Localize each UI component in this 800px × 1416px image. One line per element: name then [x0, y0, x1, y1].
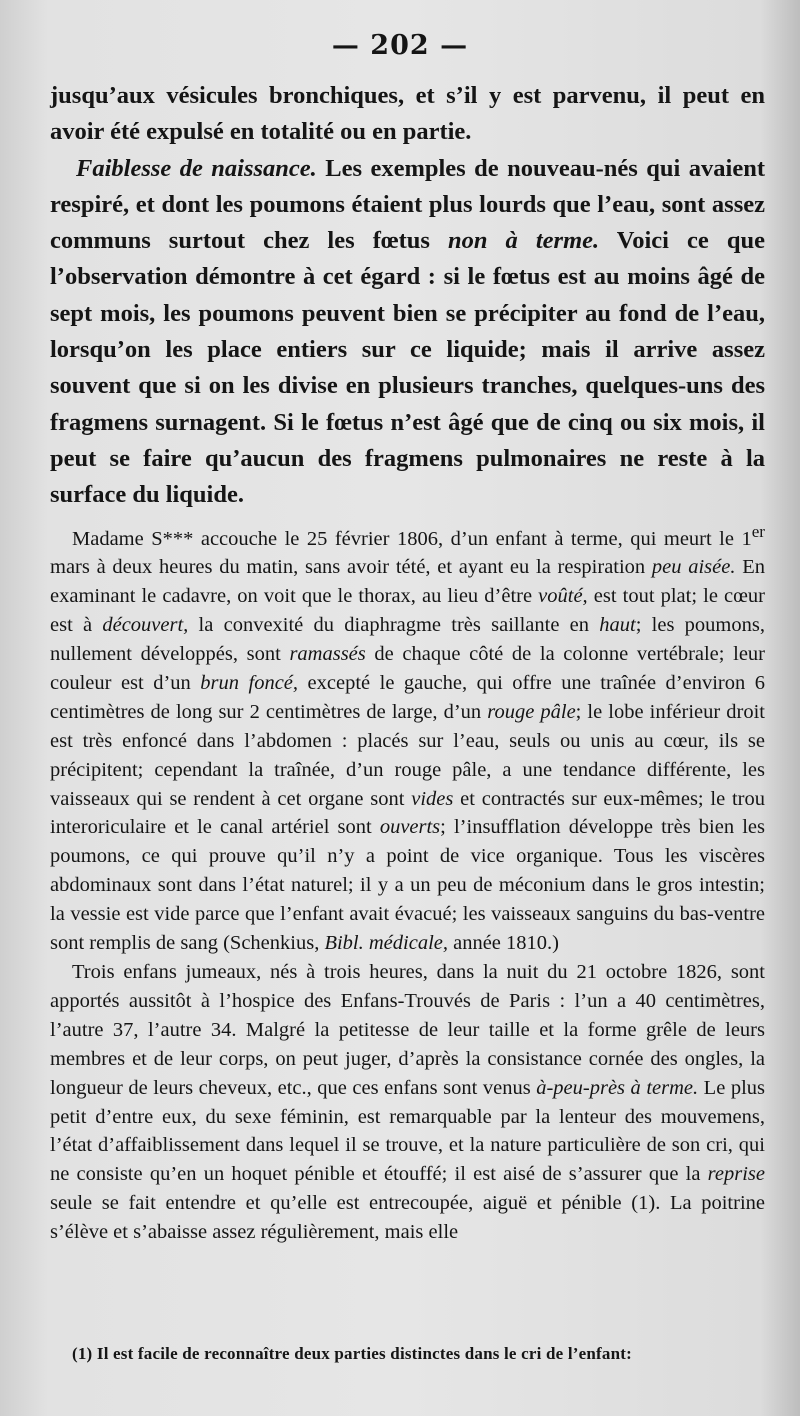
- page-body: [50, 78, 765, 1247]
- paragraph-case-madame: Madame S*** accouche le 25 février 1806, d’un enfant à terme, qui meurt le 1er mars à deux heures du matin, sans avoir tété, et ayant eu la respiration peu aisée. En examinant le cadavre, on voit que le thorax, au lieu d’être voûté, est tout plat; le cœur est à découvert, la convexité du diaphragme très saillante en haut; les poumons, nullement développés, sont ramassés de chaque côté de la colonne vertébrale; leur couleur est d’un brun foncé, excepté le gauche, qui offre une traînée d’environ 6 centimètres de long sur 2 centimètres de large, d’un rouge pâle; le lobe inférieur droit est très enfoncé dans l’abdomen : placés sur l’eau, seuls ou unis au cœur, ils se précipitent; cependant la traînée, d’un rouge pâle, a une tendance différente, les vaisseaux qui se rendent à cet organe sont vides et contractés sur eux-mêmes; le trou interoriculaire et le canal artériel sont ouverts; l’insufflation développe très bien les poumons, ce qui prouve qu’il n’y a point de vice organique. Tous les viscères abdominaux sont dans l’état naturel; il y a un peu de méconium dans le gros intestin; la vessie est vide parce que l’enfant avait évacué; les vaisseaux sanguins du bas-ventre sont remplis de sang (Schenkius, Bibl. médicale, année 1810.): [50, 521, 765, 955]
- paragraph-case-jumeaux: Trois enfans jumeaux, nés à trois heures, dans la nuit du 21 octobre 1826, sont apportés aussitôt à l’hospice des Enfans-Trouvés de Paris : l’un a 40 centimètres, l’autre 37, l’autre 34. Malgré la petitesse de leur taille et la forme grêle de leurs membres et de leur corps, on peut juger, d’après la consistance cornée des ongles, la longueur de leurs cheveux, etc., que ces enfans sont venus à-peu-près à terme. Le plus petit d’entre eux, du sexe féminin, est remarquable par la lenteur des mouvemens, l’état d’affaiblissement dans lequel il se trouve, et la nature particulière de son cri, qui ne consiste qu’en un hoquet pénible et étouffé; il est aisé de s’assurer que la reprise seule se fait entendre et qu’elle est entrecoupée, aiguë et pénible (1). La poitrine s’élève et s’abaisse assez régulièrement, mais elle: [50, 960, 765, 1244]
- paragraph-continuation: jusqu’aux vésicules bronchiques, et s’il y est parvenu, il peut en avoir été expulsé en totalité ou en partie.: [50, 82, 765, 146]
- paragraph-faiblesse: Faiblesse de naissance. Les exemples de nouveau-nés qui avaient respiré, et dont les poumons étaient plus lourds que l’eau, sont assez communs surtout chez les fœtus non à terme. Voici ce que l’observation démontre à cet égard : si le fœtus est au moins âgé de sept mois, les poumons peuvent bien se précipiter au fond de l’eau, lorsqu’on les place entiers sur ce liquide; mais il arrive assez souvent que si on les divise en plusieurs tranches, quelques-uns des fragmens surnagent. Si le fœtus n’est âgé que de cinq ou six mois, il peut se faire qu’aucun des fragmens pulmonaires ne reste à la surface du liquide.: [50, 154, 765, 509]
- page-number: — 202 —: [331, 30, 469, 61]
- section-heading: Faiblesse de naissance.: [76, 154, 317, 182]
- footnote: (1) Il est facile de reconnaître deux parties distinctes dans le cri de l’enfant:: [72, 1344, 632, 1363]
